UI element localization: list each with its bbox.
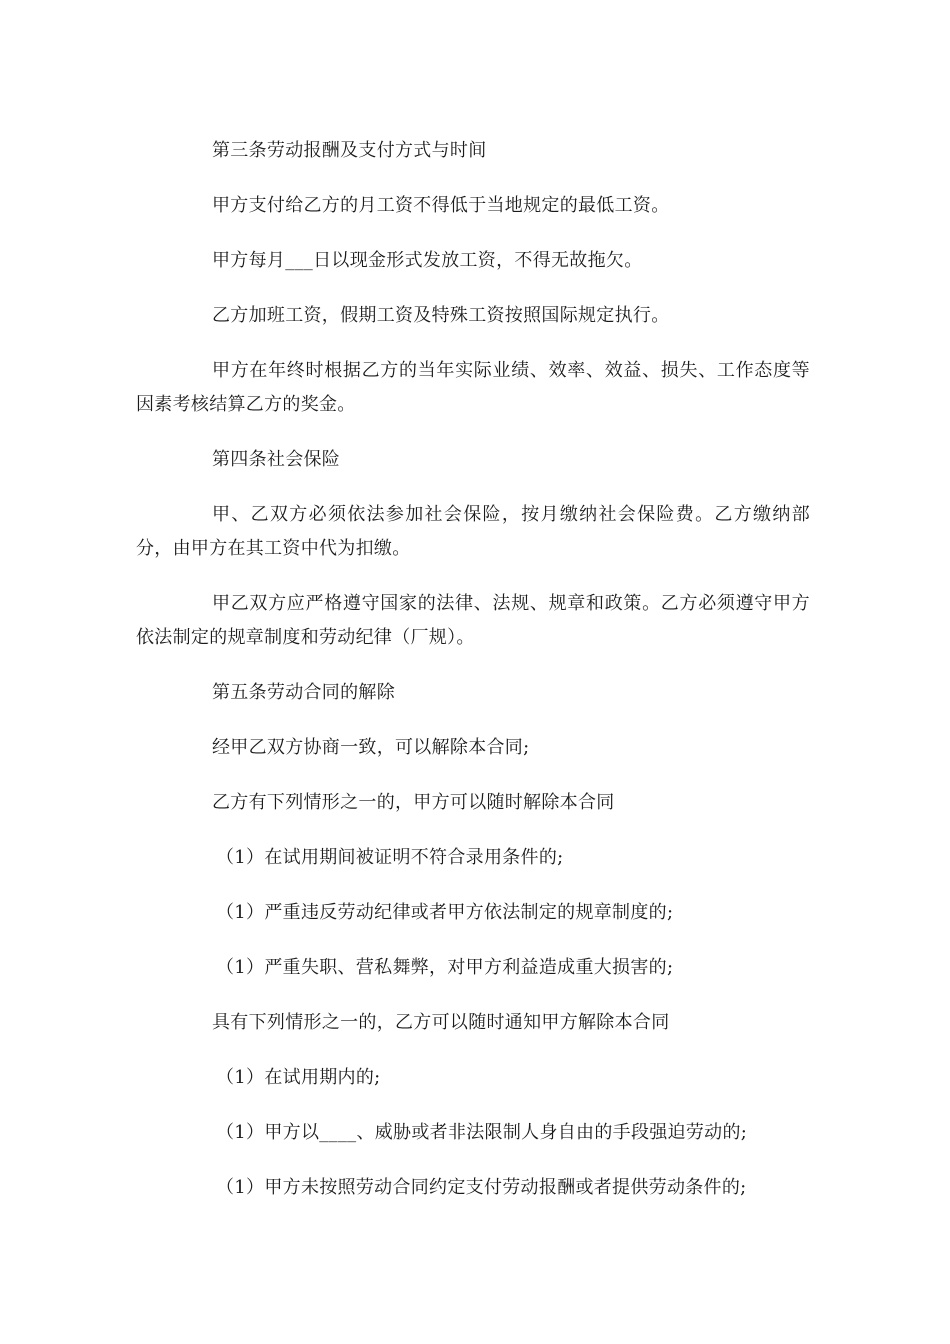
paragraph: 甲、乙双方必须依法参加社会保险，按月缴纳社会保险费。乙方缴纳部分，由甲方在其工资中代为扣缴。 bbox=[136, 504, 810, 559]
article-3-heading: 第三条劳动报酬及支付方式与时间 bbox=[212, 140, 487, 161]
list-item: （1）在试用期内的; bbox=[216, 1067, 381, 1088]
list-item: （1）严重违反劳动纪律或者甲方依法制定的规章制度的; bbox=[216, 902, 674, 923]
paragraph: 乙方加班工资，假期工资及特殊工资按照国际规定执行。 bbox=[212, 305, 670, 326]
paragraph: 甲方支付给乙方的月工资不得低于当地规定的最低工资。 bbox=[212, 195, 670, 216]
paragraph: 甲方每月___日以现金形式发放工资，不得无故拖欠。 bbox=[212, 250, 643, 271]
paragraph: 甲方在年终时根据乙方的当年实际业绩、效率、效益、损失、工作态度等因素考核结算乙方的奖金。 bbox=[136, 360, 810, 415]
paragraph: 经甲乙双方协商一致，可以解除本合同; bbox=[212, 737, 530, 758]
document-body bbox=[136, 134, 810, 1226]
article-5-heading: 第五条劳动合同的解除 bbox=[212, 682, 395, 703]
list-item: （1）甲方以____、威胁或者非法限制人身自由的手段强迫劳动的; bbox=[216, 1122, 748, 1143]
paragraph: 具有下列情形之一的，乙方可以随时通知甲方解除本合同 bbox=[212, 1012, 670, 1033]
list-item: （1）严重失职、营私舞弊，对甲方利益造成重大损害的; bbox=[216, 957, 674, 978]
paragraph: 乙方有下列情形之一的，甲方可以随时解除本合同 bbox=[212, 792, 615, 813]
list-item: （1）甲方未按照劳动合同约定支付劳动报酬或者提供劳动条件的; bbox=[216, 1177, 747, 1198]
paragraph: 甲乙双方应严格遵守国家的法律、法规、规章和政策。乙方必须遵守甲方依法制定的规章制度和劳动纪律（厂规）。 bbox=[136, 593, 810, 648]
article-4-heading: 第四条社会保险 bbox=[212, 449, 341, 470]
list-item: （1）在试用期间被证明不符合录用条件的; bbox=[216, 847, 564, 868]
